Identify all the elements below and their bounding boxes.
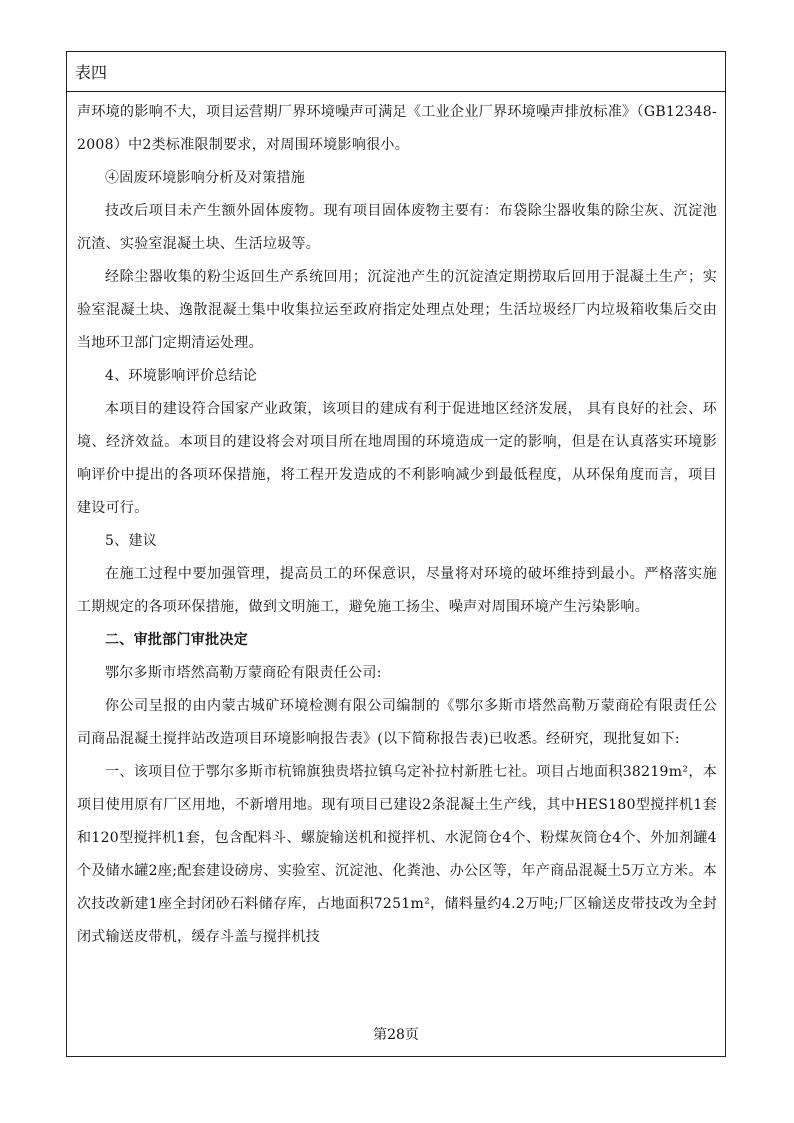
heading-suggestions: 5、建议 [105, 533, 158, 549]
paragraph-noise-impact: 声环境的影响不大，项目运营期厂界环境噪声可满足《工业企业厂界环境噪声排放标准》（GB12348-2008）中2类标准限制要求，对周围环境影响很小。 [77, 104, 717, 153]
form-table [66, 51, 726, 1057]
paragraph-conclusion: 本项目的建设符合国家产业政策，该项目的建成有利于促进地区经济发展， 具有良好的社会、环境、经济效益。本项目的建设将会对项目所在地周围的环境造成一定的影响，但是在认真落实环境影响评价中提出的各项环保措施，将工程开发造成的不利影响减少到最低程度，从环保角度而言，项目建设可行。 [77, 401, 717, 516]
paragraph-waste-disposal: 经除尘器收集的粉尘返回生产系统回用；沉淀池产生的沉淀渣定期捞取后回用于混凝土生产；实验室混凝土块、逸散混凝土集中收集拉运至政府指定处理点处理；生活垃圾经厂内垃圾箱收集后交由当地环卫部门定期清运处理。 [77, 269, 717, 351]
heading-solid-waste: ④固废环境影响分析及对策措施 [105, 170, 306, 186]
paragraph-solid-waste: 技改后项目未产生额外固体废物。现有项目固体废物主要有：布袋除尘器收集的除尘灰、沉淀池沉渣、实验室混凝土块、生活垃圾等。 [77, 203, 717, 252]
heading-approval-decision: 二、审批部门审批决定 [105, 632, 248, 648]
paragraph-project-location: 一、该项目位于鄂尔多斯市杭锦旗独贵塔拉镇乌定补拉村新胜七社。项目占地面积38219m²，本项目使用原有厂区用地，不新增用地。现有项目已建设2条混凝土生产线，其中HES180型搅拌机1套和120型搅拌机1套，包含配料斗、螺旋输送机和搅拌机、水泥筒仓4个、粉煤灰筒仓4个、外加剂罐4个及储水罐2座;配套建设磅房、实验室、沉淀池、化粪池、办公区等，年产商品混凝土5万立方米。本次技改新建1座全封闭砂石料储存库，占地面积7251m²，储料量约4.2万吨;厂区输送皮带技改为全封闭式输送皮带机，缓存斗盖与搅拌机技 [77, 764, 717, 945]
paragraph-approval-intro: 你公司呈报的由内蒙古城矿环境检测有限公司编制的《鄂尔多斯市塔然高勒万蒙商砼有限责任公司商品混凝土搅拌站改造项目环境影响报告表》(以下简称报告表)已收悉。经研究，现批复如下: [77, 698, 717, 747]
paragraph-suggestions: 在施工过程中要加强管理，提高员工的环保意识，尽量将对环境的破坏维持到最小。严格落实施工期规定的各项环保措施，做到文明施工，避免施工扬尘、噪声对周围环境产生污染影响。 [77, 566, 717, 615]
page-number: 第28页 [373, 1027, 419, 1043]
document-body [77, 96, 717, 954]
table-header-row [67, 52, 725, 92]
addressee: 鄂尔多斯市塔然高勒万蒙商砼有限责任公司: [105, 665, 382, 681]
table-title: 表四 [75, 63, 108, 82]
heading-conclusion: 4、环境影响评价总结论 [105, 368, 258, 384]
